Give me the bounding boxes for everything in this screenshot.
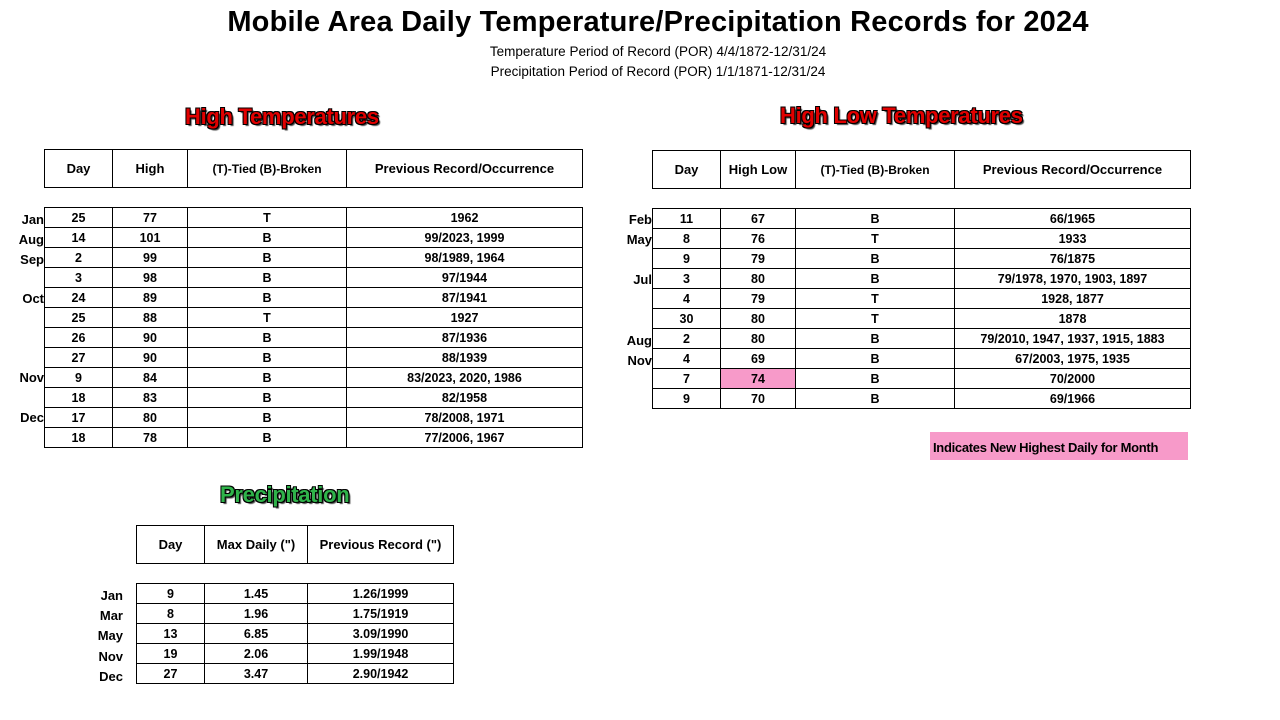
table-row bbox=[45, 228, 583, 248]
cell-previous: 2.90/1942 bbox=[308, 664, 454, 684]
cell-status: B bbox=[796, 369, 955, 389]
cell-day: 7 bbox=[653, 369, 721, 389]
cell-status: T bbox=[796, 289, 955, 309]
cell-value: 89 bbox=[113, 288, 188, 308]
cell-value: 101 bbox=[113, 228, 188, 248]
month-label: Nov bbox=[98, 648, 123, 664]
cell-status: B bbox=[188, 368, 347, 388]
header-max-daily: Max Daily (") bbox=[205, 526, 308, 564]
cell-value: 77 bbox=[113, 208, 188, 228]
table-row bbox=[45, 268, 583, 288]
cell-status: B bbox=[796, 349, 955, 369]
cell-day: 9 bbox=[45, 368, 113, 388]
cell-day: 26 bbox=[45, 328, 113, 348]
cell-value: 6.85 bbox=[205, 624, 308, 644]
cell-day: 19 bbox=[137, 644, 205, 664]
table-row bbox=[137, 624, 454, 644]
cell-previous: 1933 bbox=[955, 229, 1191, 249]
header-high: High bbox=[113, 150, 188, 188]
table-row bbox=[45, 288, 583, 308]
cell-day: 18 bbox=[45, 388, 113, 408]
cell-value: 99 bbox=[113, 248, 188, 268]
cell-day: 17 bbox=[45, 408, 113, 428]
cell-previous: 97/1944 bbox=[347, 268, 583, 288]
cell-day: 4 bbox=[653, 349, 721, 369]
cell-value: 1.45 bbox=[205, 584, 308, 604]
cell-status: B bbox=[796, 249, 955, 269]
month-label: Nov bbox=[19, 370, 44, 386]
cell-value: 80 bbox=[721, 269, 796, 289]
cell-status: T bbox=[188, 208, 347, 228]
month-label: Dec bbox=[20, 410, 44, 425]
cell-day: 3 bbox=[45, 268, 113, 288]
cell-previous: 1928, 1877 bbox=[955, 289, 1191, 309]
cell-previous: 83/2023, 2020, 1986 bbox=[347, 368, 583, 388]
cell-day: 9 bbox=[653, 389, 721, 409]
precipitation-header bbox=[136, 525, 454, 564]
cell-status: B bbox=[188, 348, 347, 368]
cell-value: 79 bbox=[721, 249, 796, 269]
high-temperatures-header bbox=[44, 149, 583, 188]
table-row bbox=[653, 329, 1191, 349]
cell-status: B bbox=[796, 329, 955, 349]
cell-day: 4 bbox=[653, 289, 721, 309]
cell-day: 3 bbox=[653, 269, 721, 289]
cell-value: 76 bbox=[721, 229, 796, 249]
high-low-temperatures-title: High Low Temperatures bbox=[780, 103, 1023, 128]
cell-value: 98 bbox=[113, 268, 188, 288]
cell-value: 90 bbox=[113, 348, 188, 368]
cell-status: B bbox=[188, 388, 347, 408]
cell-value: 2.06 bbox=[205, 644, 308, 664]
cell-value: 70 bbox=[721, 389, 796, 409]
month-label: Aug bbox=[626, 332, 652, 348]
cell-previous: 98/1989, 1964 bbox=[347, 248, 583, 268]
cell-value: 88 bbox=[113, 308, 188, 328]
cell-day: 27 bbox=[45, 348, 113, 368]
high-low-temperatures-header bbox=[652, 150, 1191, 189]
cell-value: 80 bbox=[721, 329, 796, 349]
table-row bbox=[653, 389, 1191, 409]
month-label: May bbox=[97, 628, 123, 644]
cell-previous: 79/2010, 1947, 1937, 1915, 1883 bbox=[955, 329, 1191, 349]
cell-day: 27 bbox=[137, 664, 205, 684]
cell-day: 2 bbox=[653, 329, 721, 349]
table-row bbox=[137, 584, 454, 604]
cell-status: B bbox=[796, 269, 955, 289]
cell-day: 25 bbox=[45, 308, 113, 328]
cell-previous: 87/1936 bbox=[347, 328, 583, 348]
cell-day: 18 bbox=[45, 428, 113, 448]
highlight-legend: Indicates New Highest Daily for Month bbox=[930, 432, 1188, 460]
cell-status: B bbox=[796, 389, 955, 409]
cell-status: B bbox=[188, 328, 347, 348]
month-label: Mar bbox=[99, 608, 123, 624]
precipitation-title: Precipitation bbox=[220, 482, 350, 507]
month-label: Sep bbox=[20, 251, 44, 267]
month-label: Jul bbox=[633, 272, 652, 288]
table-row bbox=[137, 604, 454, 624]
cell-status: T bbox=[796, 309, 955, 329]
cell-previous: 76/1875 bbox=[955, 249, 1191, 269]
table-row bbox=[45, 328, 583, 348]
table-row bbox=[45, 208, 583, 228]
cell-previous: 1.75/1919 bbox=[308, 604, 454, 624]
table-row bbox=[653, 269, 1191, 289]
table-row bbox=[137, 644, 454, 664]
cell-value: 79 bbox=[721, 289, 796, 309]
cell-day: 14 bbox=[45, 228, 113, 248]
cell-previous: 67/2003, 1975, 1935 bbox=[955, 349, 1191, 369]
cell-day: 9 bbox=[137, 584, 205, 604]
cell-previous: 87/1941 bbox=[347, 288, 583, 308]
month-label: May bbox=[626, 232, 652, 248]
cell-previous: 99/2023, 1999 bbox=[347, 228, 583, 248]
header-day: Day bbox=[45, 150, 113, 188]
cell-previous: 66/1965 bbox=[955, 209, 1191, 229]
high-low-temperatures-table bbox=[652, 208, 1191, 409]
cell-day: 13 bbox=[137, 624, 205, 644]
cell-day: 9 bbox=[653, 249, 721, 269]
high-temperatures-title: High Temperatures bbox=[185, 104, 379, 129]
cell-day: 11 bbox=[653, 209, 721, 229]
cell-value: 80 bbox=[113, 408, 188, 428]
table-row bbox=[653, 209, 1191, 229]
cell-value: 78 bbox=[113, 428, 188, 448]
table-row bbox=[137, 664, 454, 684]
precipitation-table bbox=[136, 583, 454, 684]
cell-status: B bbox=[796, 209, 955, 229]
cell-previous: 70/2000 bbox=[955, 369, 1191, 389]
cell-value: 84 bbox=[113, 368, 188, 388]
cell-previous: 3.09/1990 bbox=[308, 624, 454, 644]
month-label: Jan bbox=[21, 212, 44, 227]
header-tied-broken: (T)-Tied (B)-Broken bbox=[796, 151, 955, 189]
cell-day: 2 bbox=[45, 248, 113, 268]
cell-status: B bbox=[188, 428, 347, 448]
cell-previous: 1.99/1948 bbox=[308, 644, 454, 664]
month-label: Jan bbox=[100, 588, 123, 603]
cell-status: T bbox=[796, 229, 955, 249]
table-row bbox=[653, 349, 1191, 369]
cell-value: 74 bbox=[721, 369, 796, 389]
cell-day: 24 bbox=[45, 288, 113, 308]
cell-value: 69 bbox=[721, 349, 796, 369]
table-row bbox=[45, 388, 583, 408]
header-previous-record: Previous Record/Occurrence bbox=[347, 150, 583, 188]
month-label: Feb bbox=[628, 212, 652, 227]
cell-day: 8 bbox=[137, 604, 205, 624]
table-row bbox=[45, 408, 583, 428]
cell-previous: 82/1958 bbox=[347, 388, 583, 408]
cell-value: 67 bbox=[721, 209, 796, 229]
cell-previous: 77/2006, 1967 bbox=[347, 428, 583, 448]
cell-value: 90 bbox=[113, 328, 188, 348]
cell-previous: 69/1966 bbox=[955, 389, 1191, 409]
month-label: Oct bbox=[22, 291, 44, 307]
table-row bbox=[45, 428, 583, 448]
cell-previous: 88/1939 bbox=[347, 348, 583, 368]
page-title: Mobile Area Daily Temperature/Precipitation Records for 2024 bbox=[227, 6, 1089, 38]
table-row bbox=[45, 308, 583, 328]
table-row bbox=[45, 248, 583, 268]
precipitation-por-subtitle: Precipitation Period of Record (POR) 1/1/1871-12/31/24 bbox=[490, 64, 826, 79]
cell-day: 25 bbox=[45, 208, 113, 228]
table-row bbox=[653, 249, 1191, 269]
header-previous-record: Previous Record (") bbox=[308, 526, 454, 564]
cell-value: 80 bbox=[721, 309, 796, 329]
header-day: Day bbox=[653, 151, 721, 189]
header-tied-broken: (T)-Tied (B)-Broken bbox=[188, 150, 347, 188]
table-row bbox=[45, 348, 583, 368]
header-day: Day bbox=[137, 526, 205, 564]
cell-status: B bbox=[188, 228, 347, 248]
temperature-por-subtitle: Temperature Period of Record (POR) 4/4/1872-12/31/24 bbox=[489, 44, 827, 59]
cell-day: 8 bbox=[653, 229, 721, 249]
header-high-low: High Low bbox=[721, 151, 796, 189]
high-temperatures-table bbox=[44, 207, 583, 448]
month-label: Dec bbox=[99, 668, 123, 684]
cell-value: 3.47 bbox=[205, 664, 308, 684]
cell-previous: 78/2008, 1971 bbox=[347, 408, 583, 428]
cell-previous: 1878 bbox=[955, 309, 1191, 329]
cell-value: 1.96 bbox=[205, 604, 308, 624]
cell-previous: 1927 bbox=[347, 308, 583, 328]
cell-value: 83 bbox=[113, 388, 188, 408]
table-row bbox=[45, 368, 583, 388]
cell-previous: 79/1978, 1970, 1903, 1897 bbox=[955, 269, 1191, 289]
table-row bbox=[653, 309, 1191, 329]
cell-status: B bbox=[188, 408, 347, 428]
cell-status: B bbox=[188, 248, 347, 268]
month-label: Nov bbox=[627, 352, 652, 368]
cell-status: B bbox=[188, 288, 347, 308]
cell-previous: 1962 bbox=[347, 208, 583, 228]
cell-previous: 1.26/1999 bbox=[308, 584, 454, 604]
table-row bbox=[653, 369, 1191, 389]
header-previous-record: Previous Record/Occurrence bbox=[955, 151, 1191, 189]
table-row bbox=[653, 289, 1191, 309]
cell-day: 30 bbox=[653, 309, 721, 329]
cell-status: B bbox=[188, 268, 347, 288]
table-row bbox=[653, 229, 1191, 249]
cell-status: T bbox=[188, 308, 347, 328]
month-label: Aug bbox=[18, 231, 44, 247]
